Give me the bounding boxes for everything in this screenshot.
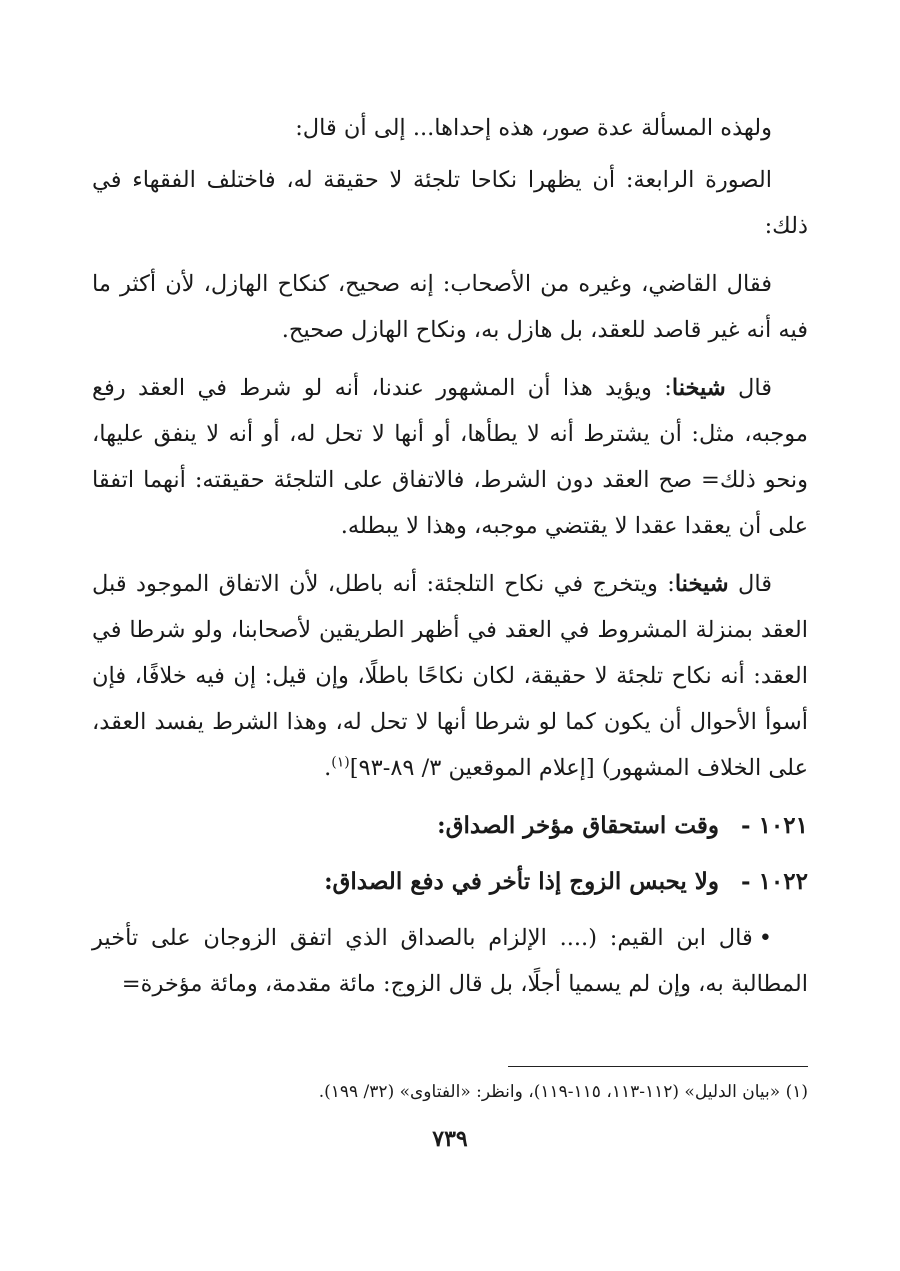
paragraph-3: فقال القاضي، وغيره من الأصحاب: إنه صحيح، كنكاح الهازل، لأن أكثر ما فيه أنه غير قاصد للعقد، بل هازل به، ونكاح الهازل صحيح. <box>92 271 808 343</box>
paragraph-4-lead: قال <box>725 375 772 401</box>
paragraph-5-shaykh: شيخنا <box>674 571 729 597</box>
paragraph-2: الصورة الرابعة: أن يظهرا نكاحا تلجئة لا حقيقة له، فاختلف الفقهاء في ذلك: <box>92 167 808 239</box>
page-number: ٧٣٩ <box>432 1126 468 1152</box>
paragraph-4 <box>92 365 808 549</box>
section-number: ١٠٢٢ - <box>741 868 808 895</box>
section-title: ولا يحبس الزوج إذا تأخر في دفع الصداق: <box>324 868 720 895</box>
paragraph-5-end: . <box>324 755 332 781</box>
section-number: ١٠٢١ - <box>741 812 808 839</box>
footnote-separator <box>508 1066 808 1067</box>
bullet-icon: • <box>758 925 772 951</box>
footnote: (١) «بيان الدليل» (١١٢-١١٣، ١١٥-١١٩)، وانظر: «الفتاوى» (٣٢/ ١٩٩). <box>318 1082 808 1102</box>
paragraph-4-shaykh: شيخنا <box>671 375 726 401</box>
footnote-marker[interactable]: (١) <box>331 754 350 771</box>
paragraph-1: ولهذه المسألة عدة صور، هذه إحداها... إلى أن قال: <box>295 115 772 141</box>
paragraph-6 <box>92 915 808 1007</box>
paragraph-4-text: : ويؤيد هذا أن المشهور عندنا، أنه لو شرط في العقد رفع موجبه، مثل: أن يشترط أنه لا يطأها، أو أنها لا تحل له، أو أنه لا ينفق عليها، ونحو ذلك= صح العقد دون الشرط، فالاتفاق على التلجئة حقيقته: أنهما اتفقا على أن يعقدا عقدا لا يقتضي موجبه، وهذا لا يبطله. <box>92 375 808 539</box>
page-body <box>92 105 808 1019</box>
paragraph-5-lead: قال <box>728 571 772 597</box>
paragraph-5-text: : ويتخرج في نكاح التلجئة: أنه باطل، لأن الاتفاق الموجود قبل العقد بمنزلة المشروط في العقد في أظهر الطريقين لأصحابنا، ولو شرطا في العقد: أنه نكاح تلجئة لا حقيقة، لكان نكاحًا باطلًا، وإن قيل: إن فيه خلافًا، فإن أسوأ الأحوال أن يكون كما لو شرطا أنها لا تحل له، وهذا الشرط يفسد العقد، على الخلاف المشهور) [إعلام الموقعين ٣/ ٨٩-٩٣] <box>92 571 808 781</box>
section-title: وقت استحقاق مؤخر الصداق: <box>437 812 720 839</box>
section-heading-1022 <box>92 859 808 905</box>
section-heading-1021 <box>92 803 808 849</box>
paragraph-5 <box>92 561 808 791</box>
paragraph-6-text: قال ابن القيم: (.... الإلزام بالصداق الذي اتفق الزوجان على تأخير المطالبة به، وإن لم يسميا أجلًا، بل قال الزوج: مائة مقدمة، ومائة مؤخرة= <box>92 925 808 997</box>
